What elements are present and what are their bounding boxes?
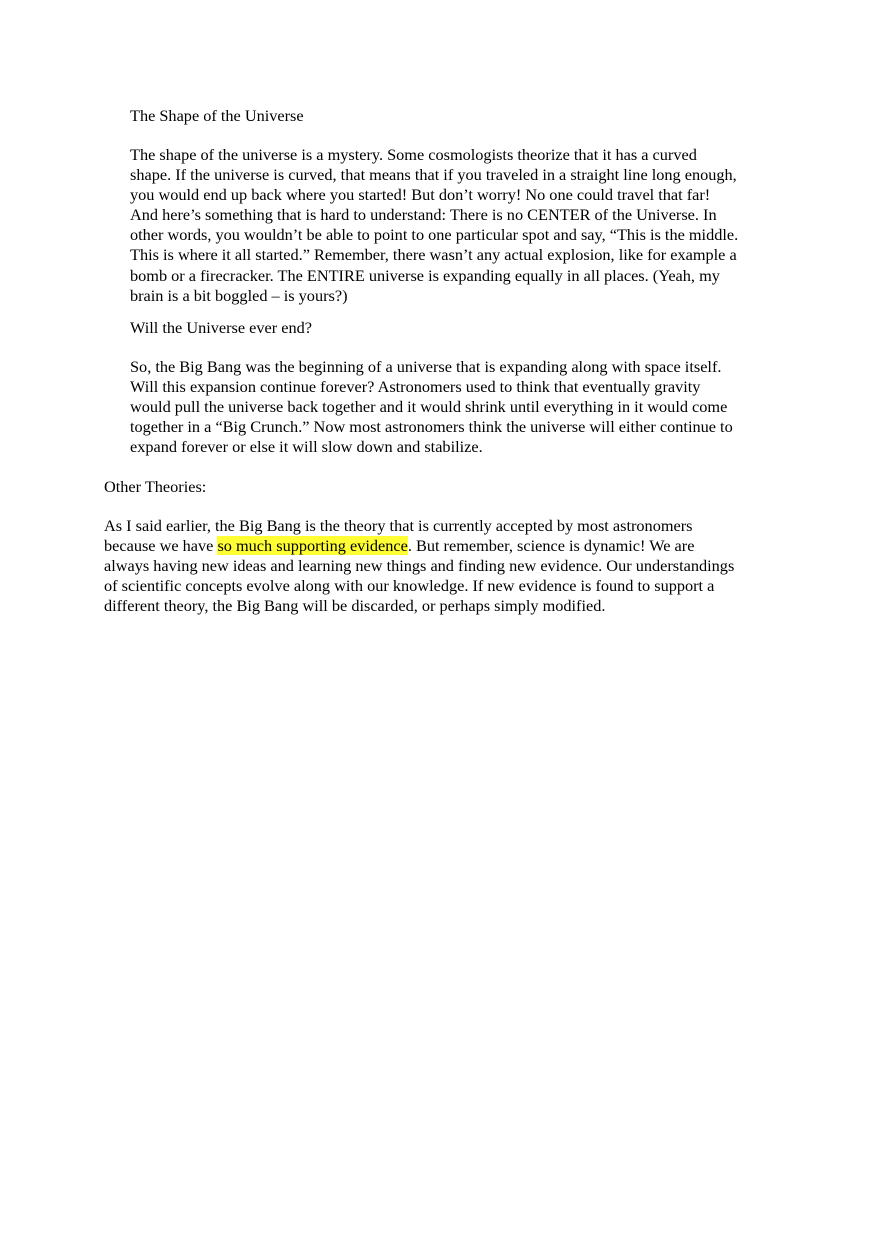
section-heading-end: Will the Universe ever end? — [130, 318, 312, 337]
paragraph-line: of scientific concepts evolve along with our knowledge. If new evidence is found to support a — [104, 576, 715, 596]
paragraph-line: shape. If the universe is curved, that means that if you traveled in a straight line long enough, — [130, 165, 737, 185]
paragraph-line: The shape of the universe is a mystery. Some cosmologists theorize that it has a curved — [130, 145, 697, 164]
paragraph-line: This is where it all started.” Remember, there wasn’t any actual explosion, like for example a — [130, 245, 737, 265]
paragraph-line: different theory, the Big Bang will be discarded, or perhaps simply modified. — [104, 596, 606, 616]
text-after-highlight: . But remember, science is dynamic! We are — [407, 536, 695, 556]
highlighted-text: so much supporting evidence — [217, 536, 408, 556]
paragraph-line: you would end up back where you started! But don’t worry! No one could travel that far! — [130, 185, 711, 205]
paragraph-shape — [130, 145, 790, 306]
paragraph-line: expand forever or else it will slow down and stabilize. — [130, 437, 483, 457]
section-heading-other-theories: Other Theories: — [104, 477, 207, 496]
paragraph-end — [130, 357, 790, 457]
section-heading-shape: The Shape of the Universe — [130, 106, 304, 125]
paragraph-line: brain is a bit boggled – is yours?) — [130, 285, 348, 305]
paragraph-line-highlighted — [104, 536, 790, 556]
paragraph-line: So, the Big Bang was the beginning of a universe that is expanding along with space itself. — [130, 357, 722, 376]
paragraph-line: other words, you wouldn’t be able to point to one particular spot and say, “This is the middle. — [130, 225, 739, 245]
text-before-highlight: because we have — [104, 536, 218, 556]
paragraph-line: Will this expansion continue forever? Astronomers used to think that eventually gravity — [130, 377, 701, 397]
paragraph-line: As I said earlier, the Big Bang is the theory that is currently accepted by most astronomers — [104, 516, 693, 535]
paragraph-other-theories — [104, 516, 790, 616]
paragraph-line: together in a “Big Crunch.” Now most astronomers think the universe will either continue to — [130, 417, 733, 437]
paragraph-line: bomb or a firecracker. The ENTIRE universe is expanding equally in all places. (Yeah, my — [130, 265, 720, 285]
paragraph-line: always having new ideas and learning new things and finding new evidence. Our understandings — [104, 556, 735, 576]
paragraph-line: And here’s something that is hard to understand: There is no CENTER of the Universe. In — [130, 205, 717, 225]
paragraph-line: would pull the universe back together and it would shrink until everything in it would come — [130, 397, 728, 417]
